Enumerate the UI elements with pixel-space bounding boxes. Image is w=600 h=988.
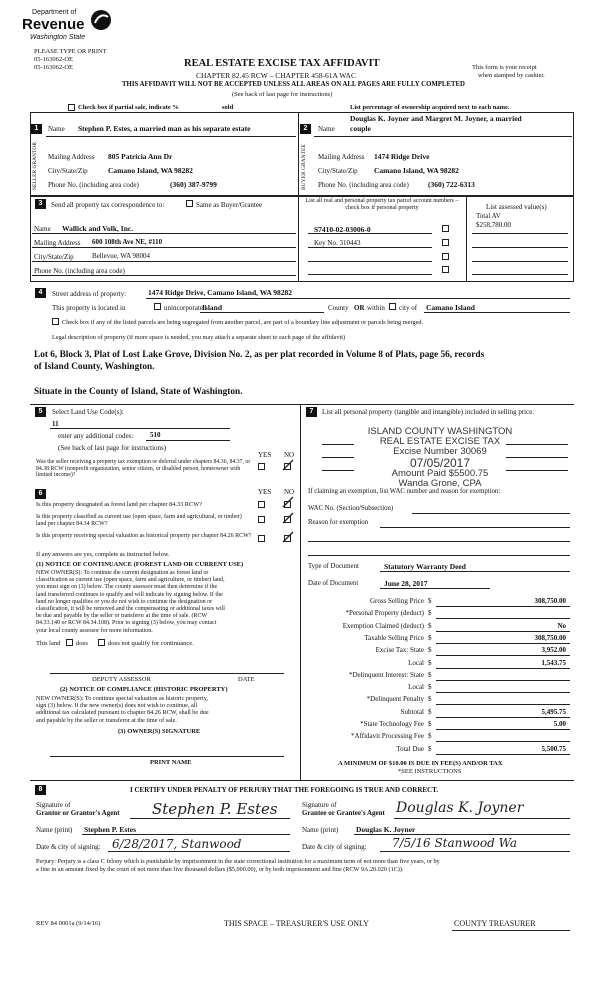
tax-row [306, 634, 570, 645]
tax-row-currency: $ [428, 707, 432, 716]
corr-phone-label: Phone No. (including area code) [34, 267, 125, 275]
personal-property-label: List all personal property (tangible and intangible) included in selling price. [322, 408, 535, 416]
tax-row [306, 708, 570, 719]
corr-mailing-label: Mailing Address [34, 239, 81, 247]
partial-sale-label: Check box if partial sale, indicate % [78, 104, 179, 111]
section-3-badge: 3 [35, 199, 46, 209]
parcel-4-personal-checkbox[interactable] [442, 266, 449, 273]
section-5-badge: 5 [35, 407, 46, 417]
tax-row-currency: $ [428, 744, 432, 753]
notice-line: land transferred continues to qualify and will indicate by signing below. If the [36, 591, 223, 598]
forest-yes-checkbox[interactable] [258, 501, 265, 508]
wac-label: WAC No. (Section/Subsection) [308, 505, 394, 512]
logo-revenue-text: Revenue [22, 16, 85, 33]
buyer-mailing-label: Mailing Address [318, 153, 365, 161]
legal-label: Legal description of property (if more space is needed, you may attach a separate sheet to each page of the affidavit) [52, 334, 346, 341]
stamp-line-5: Amount Paid $5500.75 [391, 468, 489, 479]
historic-yes-checkbox[interactable] [258, 535, 265, 542]
tax-row [306, 671, 570, 682]
notice-line: you must sign on (3) below. The county assessor must then determine if the [36, 584, 218, 591]
deputy-assessor-label: DEPUTY ASSESSOR [92, 676, 151, 683]
notice-line: additional tax calculated pursuant to chapter 84.26 RCW, shall be due [36, 709, 209, 717]
grantor-signature[interactable]: Stephen P. Estes [152, 800, 278, 818]
tax-row-label: *State Technology Fee [360, 720, 424, 728]
see-back-5: (See back of last page for instructions) [58, 444, 167, 452]
yes-header-5: YES [258, 451, 272, 459]
tax-row [306, 683, 570, 694]
corr-name[interactable]: Wallick and Volk, Inc. [62, 224, 134, 233]
stamp-line-4: 07/05/2017 [409, 456, 471, 470]
form-code-1: 05-163062-OE [34, 56, 73, 63]
notice-line: 84.33.140 or RCW 84.34.108). Prior to signing (3) below, you may contact [36, 620, 217, 627]
unincorporated-label: unincorporated [164, 304, 207, 312]
tax-row-label: *Delinquent Interest: State [348, 670, 424, 679]
notice-1-title: (1) NOTICE OF CONTINUANCE (FOREST LAND OR CURRENT USE) [36, 561, 244, 568]
yes-header-6: YES [258, 488, 272, 496]
pct-ownership-label: List percentage of ownership acquired next to each name. [350, 104, 510, 111]
tax-row-value[interactable]: 3,952.00 [541, 646, 566, 655]
land-use-code[interactable]: 11 [52, 420, 59, 428]
parcel-1-personal-checkbox[interactable] [442, 225, 449, 232]
forest-question: Is this property designated as forest land per chapter 84.33 RCW? [36, 501, 202, 508]
grantor-date-city[interactable]: 6/28/2017, Stanwood [112, 837, 242, 851]
segregated-checkbox[interactable] [52, 318, 59, 325]
section-4-badge: 4 [35, 288, 46, 298]
assessed-header: List assessed value(s) [486, 203, 547, 211]
notice-2-title: (2) NOTICE OF COMPLIANCE (HISTORIC PROPERTY) [60, 686, 228, 693]
grantee-date-city-label: Date & city of signing: [302, 843, 367, 851]
tax-row-value[interactable]: 1,543.75 [541, 658, 566, 667]
section-2-badge: 2 [300, 124, 311, 134]
seller-name-label: Name [48, 125, 65, 133]
notice-1-body [36, 570, 225, 635]
grantee-name[interactable]: Douglas K. Joyner [356, 825, 416, 834]
same-as-buyer-checkbox[interactable] [186, 200, 193, 207]
stamp-line-2: REAL ESTATE EXCISE TAX [379, 436, 501, 447]
within-city-checkbox[interactable] [389, 303, 396, 310]
tax-row-value[interactable]: 5,500.75 [541, 744, 566, 753]
notice-line: classification, it will be removed and the compensating or additional taxes will [36, 606, 225, 613]
dor-logo [22, 9, 122, 49]
current-use-yes-checkbox[interactable] [258, 516, 265, 523]
tax-row-currency: $ [428, 683, 432, 692]
stamp-line-1: ISLAND COUNTY WASHINGTON [367, 426, 513, 437]
receipt-note-1: This form is your receipt [472, 64, 537, 71]
notice-line: classification as current use (open space, farm and agriculture, or timber) land, [36, 577, 225, 584]
this-land-label: This land [36, 640, 61, 647]
sold-label: sold [222, 104, 234, 111]
section-8-badge: 8 [35, 785, 46, 795]
grantee-date-city[interactable]: 7/5/16 Stanwood Wa [392, 836, 518, 850]
section-5-7-divider [300, 404, 301, 780]
grantor-sig-label-a: Signature of [36, 801, 71, 809]
receipt-note-2: when stamped by cashier. [478, 72, 545, 79]
grantor-name-label: Name (print) [36, 826, 73, 834]
corr-city[interactable]: Bellevue, WA 98004 [92, 252, 151, 260]
forest-no-check-icon [282, 496, 294, 508]
form-subtitle: CHAPTER 82.45 RCW – CHAPTER 458-61A WAC [196, 71, 356, 80]
qualifies-does-not-checkbox[interactable] [98, 639, 105, 646]
tax-row-label: *Delinquent Penalty [366, 695, 424, 704]
exemption-yes-checkbox[interactable] [258, 463, 265, 470]
print-name-label: PRINT NAME [150, 759, 192, 766]
tax-row-value[interactable]: 5,495.75 [541, 707, 566, 716]
tax-row-label: Taxable Selling Price [364, 633, 424, 642]
buyer-phone-label: Phone No. (including area code) [318, 181, 409, 189]
tax-row-label: Gross Selling Price [369, 597, 424, 605]
tax-row-label: Excise Tax: State [375, 646, 424, 655]
additional-codes[interactable]: 510 [150, 431, 161, 439]
logo-swoosh-icon [90, 9, 112, 31]
tax-row [306, 622, 570, 633]
buyer-side-label: BUYER GRANTEE [301, 144, 307, 190]
see-instructions-note: *SEE INSTRUCTIONS [398, 768, 462, 775]
tax-row-currency: $ [428, 609, 432, 618]
seller-mailing[interactable]: 805 Patricia Ann Dr [108, 152, 173, 161]
seller-mailing-label: Mailing Address [48, 153, 95, 161]
tax-row-currency: $ [428, 621, 432, 630]
no-header-6: NO [284, 488, 295, 496]
notice-line: NEW OWNER(S): To continue special valuation as historic property, [36, 695, 208, 702]
doc-date[interactable]: June 28, 2017 [384, 579, 428, 588]
tax-row [306, 646, 570, 657]
exemption-claim-label: If claiming an exemption, list WAC number and reason for exemption: [308, 488, 501, 495]
exemption-question: Was the seller receiving a property tax exemption or deferral under chapters 84.36, 84.37, or 84.38 RCW (nonprofit organization, senior citizen, or disabled person, homeowner with limited income)? [36, 459, 251, 479]
seller-city-label: City/State/Zip [48, 167, 88, 175]
doc-date-label: Date of Document [308, 580, 359, 587]
footer-rev: REV 84 0001a (9/14/16) [36, 920, 101, 927]
notice-line: be due and payable by the seller or transferor at the time of sale. (RCW [36, 613, 208, 620]
or-label: OR [354, 304, 365, 312]
buyer-phone[interactable]: (360) 722-6313 [428, 180, 475, 189]
doc-type[interactable]: Statutory Warranty Deed [384, 562, 466, 571]
seller-city[interactable]: Camano Island, WA 98282 [108, 166, 193, 175]
tax-row-currency: $ [428, 732, 432, 741]
tax-row [306, 745, 570, 756]
does-label: does [76, 640, 88, 647]
tax-row-label: Local [408, 683, 424, 692]
date-label-6: DATE [238, 676, 255, 683]
segregated-label: Check box if any of the listed parcels are being segregated from another parcel, are part of a boundary line adjustment or parcels being merged. [62, 319, 424, 326]
tax-row-label: Subtotal [400, 707, 424, 716]
seller-phone-label: Phone No. (including area code) [48, 181, 139, 189]
total-av[interactable]: $258,780.00 [476, 221, 511, 229]
tax-row [306, 597, 570, 608]
historic-question: Is this property receiving special valuation as historical property per chapter 84.26 RCW? [36, 533, 252, 539]
tax-row-value[interactable]: 5.00 [553, 720, 566, 728]
tax-row-currency: $ [428, 658, 432, 667]
buyer-name-line2[interactable]: couple [350, 124, 371, 133]
notice-line: sign (3) below. If the new owner(s) does not wish to continue, all [36, 702, 198, 710]
section-1-2-divider [298, 112, 299, 196]
qualifies-does-checkbox[interactable] [66, 639, 73, 646]
seller-side-label: SELLER GRANTOR [32, 141, 38, 190]
tax-row-currency: $ [428, 670, 432, 679]
grantee-signature[interactable]: Douglas K. Joyner [396, 800, 524, 816]
exemption-no-check-icon [282, 459, 294, 471]
total-av-label: Total AV [476, 212, 501, 220]
buyer-name-line1[interactable]: Douglas K. Joyner and Margret M. Joyner, a married [350, 114, 522, 123]
within-label: within [367, 304, 385, 312]
grantee-sig-label-b: Grantee or Grantee's Agent [302, 809, 385, 817]
stamp-line-3: Excise Number 30069 [393, 446, 487, 457]
please-type: PLEASE TYPE OR PRINT [34, 48, 107, 55]
land-use-label: Select Land Use Code(s): [52, 408, 124, 416]
send-correspondence-label: Send all property tax correspondence to: [51, 201, 165, 209]
form-title: REAL ESTATE EXCISE TAX AFFIDAVIT [184, 58, 380, 69]
notice-line: land no longer qualifies or you do not wish to continue the designation or [36, 598, 213, 605]
buyer-city-label: City/State/Zip [318, 167, 358, 175]
parcel-3-personal-checkbox[interactable] [442, 253, 449, 260]
section-1-badge: 1 [31, 124, 42, 134]
buyer-name-label: Name [318, 125, 335, 133]
form-code-2: 05-163062-OE [34, 64, 73, 71]
city-of-label: city of [399, 304, 418, 312]
same-as-buyer-label: Same as Buyer/Grantee [196, 201, 263, 209]
footer-county: COUNTY TREASURER [454, 919, 536, 928]
seller-phone[interactable]: (360) 387-9799 [170, 180, 217, 189]
grantee-sig-label-a: Signature of [302, 801, 337, 809]
city-value[interactable]: Camano Island [426, 303, 475, 312]
street-label: Street address of property: [52, 290, 127, 298]
street-address[interactable]: 1474 Ridge Drive, Camano Island, WA 98282 [148, 288, 293, 297]
partial-sale-checkbox[interactable] [68, 104, 75, 111]
unincorporated-checkbox[interactable] [154, 303, 161, 310]
tax-row [306, 659, 570, 670]
logo-state-text: Washington State [30, 34, 86, 41]
owner-signature-label: (3) OWNER(S) SIGNATURE [118, 728, 201, 735]
tax-row-label: Total Due [396, 744, 424, 753]
tax-row-label: *Personal Property (deduct) [345, 609, 424, 618]
tax-row-currency: $ [428, 720, 432, 728]
tax-row-value[interactable]: 308,750.00 [534, 633, 566, 642]
logo-dept-text: Department of [32, 9, 77, 16]
parcel-2-personal-checkbox[interactable] [442, 239, 449, 246]
parcel-header: List all real and personal property tax parcel account numbers – check box if personal property [305, 198, 459, 211]
tax-row [306, 609, 570, 620]
historic-no-check-icon [282, 531, 294, 543]
tax-row-label: Local [408, 658, 424, 667]
current-use-question: Is this property classified as current use (open space, farm and agricultural, or timber) land per chapter 84.34 RCW? [36, 514, 242, 527]
corr-city-label: City/State/Zip [34, 253, 74, 261]
doc-type-label: Type of Document [308, 563, 359, 570]
notice-line: your local county assessor for more information. [36, 627, 153, 634]
seller-name[interactable]: Stephen P. Estes, a married man as his separate estate [78, 124, 251, 133]
notice-line: and payable by the seller or transferor at the time of sale. [36, 716, 177, 724]
see-back-text: (See back of last page for instructions) [232, 91, 333, 98]
if-yes-instruction: If any answers are yes, complete as instructed below. [36, 551, 170, 558]
county-label: County [328, 304, 349, 312]
does-not-label: does not qualify for continuance. [108, 640, 194, 647]
tax-row [306, 720, 570, 731]
parcel-1[interactable]: S7410-02-03006-0 [314, 225, 371, 234]
treasurer-stamp [340, 427, 540, 489]
tax-row-label: Exemption Claimed (deduct) [342, 621, 424, 630]
buyer-mailing[interactable]: 1474 Ridge Drive [374, 152, 430, 161]
tax-row-value[interactable]: No [557, 621, 566, 630]
no-header-5: NO [284, 451, 295, 459]
tax-row-currency: $ [428, 597, 432, 605]
perjury-text-2: a fine in an amount fixed by the court of not more than five thousand dollars ($5,000.00), or by both imprisonment and fine (RCW 9A.20.020 (1C)). [36, 866, 404, 873]
legal-line-2[interactable]: of Island County, Washington. [34, 362, 155, 372]
stamp-line-6: Wanda Grone, CPA [398, 478, 482, 489]
tax-row-value[interactable]: 308,750.00 [534, 597, 566, 605]
tax-row-label: *Affidavit Processing Fee [351, 732, 424, 741]
additional-codes-label: enter any additional codes: [58, 432, 134, 440]
tax-row [306, 732, 570, 743]
certify-statement: I CERTIFY UNDER PENALTY OF PERJURY THAT THE FOREGOING IS TRUE AND CORRECT. [130, 786, 439, 794]
buyer-city[interactable]: Camano Island, WA 98282 [374, 166, 459, 175]
grantor-sig-label-b: Grantor or Grantor's Agent [36, 809, 120, 817]
legal-line-1[interactable]: Lot 6, Block 3, Plat of Lost Lake Grove, Division No. 2, as per plat recorded in Volume 8 of Plats, page 56, records [34, 350, 485, 360]
situate-line[interactable]: Situate in the County of Island, State of Washington. [34, 387, 243, 397]
corr-mailing[interactable]: 600 108th Ave NE, #110 [92, 238, 163, 246]
grantor-date-city-label: Date & city of signing: [36, 843, 101, 851]
location-value[interactable]: Island [202, 303, 223, 312]
perjury-text: Perjury: Perjury is a class C felony which is punishable by imprisonment in the state correctional institution for a maximum term of not more than five years, or by [36, 858, 440, 865]
reason-label: Reason for exemption [308, 519, 369, 526]
section-6-badge: 6 [35, 489, 46, 499]
tax-row-currency: $ [428, 633, 432, 642]
tax-row-currency: $ [428, 695, 432, 704]
tax-row [306, 695, 570, 706]
corr-name-label: Name [34, 225, 51, 233]
footer-treasurer: THIS SPACE – TREASURER'S USE ONLY [224, 919, 369, 928]
located-label: This property is located in [52, 304, 126, 312]
minimum-due-note: A MINIMUM OF $10.00 IS DUE IN FEE(S) AND/OR TAX [338, 760, 503, 767]
warning-text: THIS AFFIDAVIT WILL NOT BE ACCEPTED UNLESS ALL AREAS ON ALL PAGES ARE FULLY COMPLETED [122, 81, 465, 88]
notice-line: NEW OWNER(S): To continue the current designation as forest land or [36, 570, 209, 576]
tax-row-currency: $ [428, 646, 432, 655]
section-7-badge: 7 [306, 407, 317, 417]
current-use-no-check-icon [282, 512, 294, 524]
grantor-name[interactable]: Stephen P. Estes [84, 825, 137, 834]
parcel-2[interactable]: Key No. 310443 [314, 239, 361, 247]
grantee-name-label: Name (print) [302, 826, 339, 834]
notice-2-body [36, 695, 209, 724]
